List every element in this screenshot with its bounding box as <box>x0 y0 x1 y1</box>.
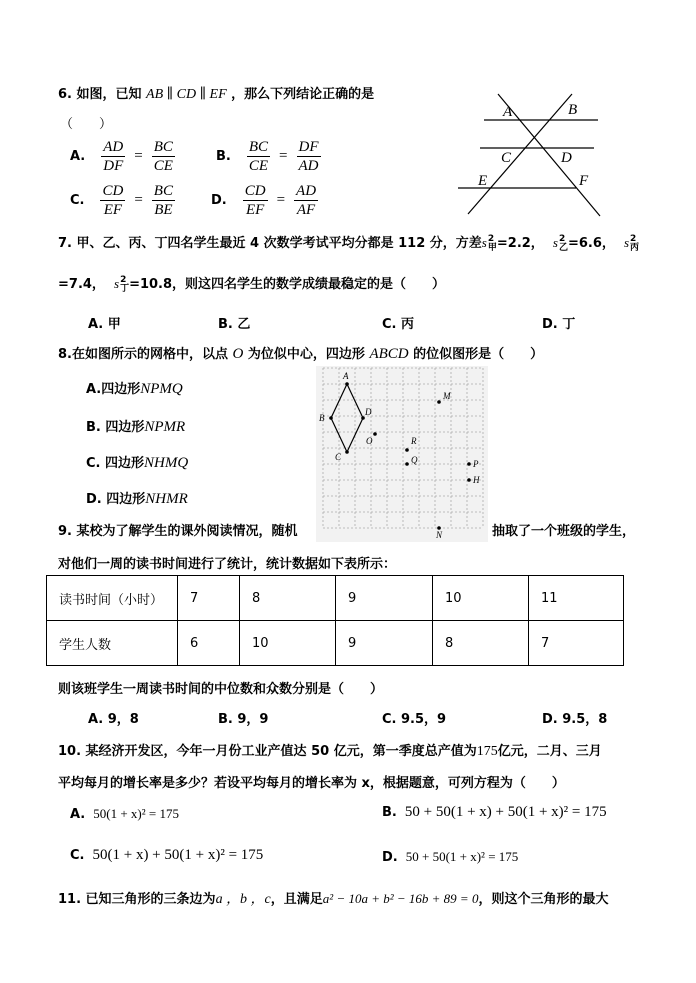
q6-option-c: C. $\frac{CD}{EF}$ = $\frac{BC}{BE}$ <box>70 183 173 218</box>
table-cell: 9 <box>336 576 433 621</box>
q8-option-a: A.四边形NPMQ <box>86 381 183 397</box>
q8-option-b: B. 四边形NPMR <box>86 419 186 435</box>
table-cell: 10 <box>433 576 529 621</box>
lbl-d: D <box>365 407 372 417</box>
lbl-p: P <box>473 459 479 469</box>
transversal-1 <box>468 94 572 214</box>
q9-stem-left: 9. 某校为了解学生的课外阅读情况，随机 <box>58 524 298 539</box>
q7-line1: 7. 甲、乙、丙、丁四名学生最近 4 次数学考试平均分都是 112 分，方差s 2 甲 =2.2， s 2 乙 =6.6， s 2 丙 <box>58 233 640 253</box>
pt-a <box>345 382 349 386</box>
pt-q <box>405 462 409 466</box>
lbl-n: N <box>436 530 443 540</box>
label-f: F <box>579 173 589 189</box>
q10-line1: 10. 某经济开发区，今年一月份工业产值达 50 亿元，第一季度总产值为175亿元，二月、三月 <box>58 744 602 759</box>
q9-reading-table <box>46 575 624 666</box>
q8-grid-figure <box>316 366 488 542</box>
q7-option-b: B. 乙 <box>218 317 251 332</box>
table-row <box>47 621 624 666</box>
pt-p <box>467 462 471 466</box>
table-cell: 9 <box>336 621 433 666</box>
q9-line2: 对他们一周的读书时间进行了统计，统计数据如下表所示： <box>58 557 397 572</box>
table-cell: 7 <box>529 621 624 666</box>
q6-option-a: A. $\frac{AD}{DF}$ = $\frac{BC}{CE}$ <box>70 139 173 174</box>
q9-question: 则该班学生一周读书时间的中位数和众数分别是（ ） <box>58 682 384 697</box>
pt-o <box>373 432 377 436</box>
table-row <box>47 576 624 621</box>
table-cell: 8 <box>433 621 529 666</box>
q6-option-b: B. $\frac{BC}{CE}$ = $\frac{DF}{AD}$ <box>216 139 319 174</box>
q7-option-c: C. 丙 <box>382 317 415 332</box>
q7-option-d: D. 丁 <box>542 317 576 332</box>
transversal-2 <box>498 94 600 216</box>
pt-b <box>329 416 333 420</box>
label-d: D <box>561 150 572 166</box>
label-a: A <box>503 104 513 120</box>
lbl-c: C <box>335 452 342 462</box>
q9-option-d: D. 9.5，8 <box>542 712 608 727</box>
q9-stem-right: 抽取了一个班级的学生， <box>492 524 636 539</box>
table-cell: 8 <box>240 576 336 621</box>
q10-option-b: B. 50 + 50(1 + x) + 50(1 + x)² = 175 <box>382 804 607 820</box>
lbl-o: O <box>366 436 373 446</box>
pt-c <box>345 450 349 454</box>
lbl-a: A <box>343 371 349 381</box>
q6-option-d: D. $\frac{CD}{EF}$ = $\frac{AD}{AF}$ <box>211 183 317 218</box>
q6-parallel-lines-figure <box>448 92 608 220</box>
table-cell: 读书时间（小时） <box>47 576 178 621</box>
q10-option-a: A. 50(1 + x)² = 175 <box>70 806 179 822</box>
table-cell: 11 <box>529 576 624 621</box>
q8-option-c: C. 四边形NHMQ <box>86 455 189 471</box>
lbl-b: B <box>319 413 325 423</box>
table-cell: 6 <box>178 621 240 666</box>
pt-h <box>467 478 471 482</box>
q7-line2: =7.4， s 2 丁 =10.8，则这四名学生的数学成绩最稳定的是（ ） <box>58 274 446 294</box>
q8-stem: 8.在如图所示的网格中，以点 O 为位似中心，四边形 ABCD 的位似图形是（ ） <box>58 346 544 362</box>
label-c: C <box>501 150 512 166</box>
q8-option-d: D. 四边形NHMR <box>86 491 188 507</box>
lbl-m: M <box>443 391 451 401</box>
q6-stem: 6. 如图，已知 AB ∥ CD ∥ EF ，那么下列结论正确的是 <box>58 87 375 102</box>
q9-option-c: C. 9.5，9 <box>382 712 447 727</box>
label-b: B <box>568 102 578 118</box>
pt-r <box>405 448 409 452</box>
q10-option-c: C. 50(1 + x) + 50(1 + x)² = 175 <box>70 847 264 863</box>
q7-option-a: A. 甲 <box>88 317 121 332</box>
q9-option-b: B. 9，9 <box>218 712 269 727</box>
q6-answer-paren: （ ） <box>60 117 113 132</box>
table-cell: 10 <box>240 621 336 666</box>
lbl-q: Q <box>411 455 418 465</box>
label-e: E <box>478 173 488 189</box>
lbl-r: R <box>411 436 417 446</box>
table-cell: 学生人数 <box>47 621 178 666</box>
q10-line2: 平均每月的增长率是多少？若设平均每月的增长率为 x，根据题意，可列方程为（ ） <box>58 776 565 791</box>
table-cell: 7 <box>178 576 240 621</box>
q9-option-a: A. 9，8 <box>88 712 139 727</box>
lbl-h: H <box>473 475 480 485</box>
q11-stem: 11. 已知三角形的三条边为a ，b ，c，且满足a² − 10a + b² − 16b + 89 = 0，则这个三角形的最大 <box>58 891 609 907</box>
q10-option-d: D. 50 + 50(1 + x)² = 175 <box>382 849 519 865</box>
pt-m <box>437 400 441 404</box>
